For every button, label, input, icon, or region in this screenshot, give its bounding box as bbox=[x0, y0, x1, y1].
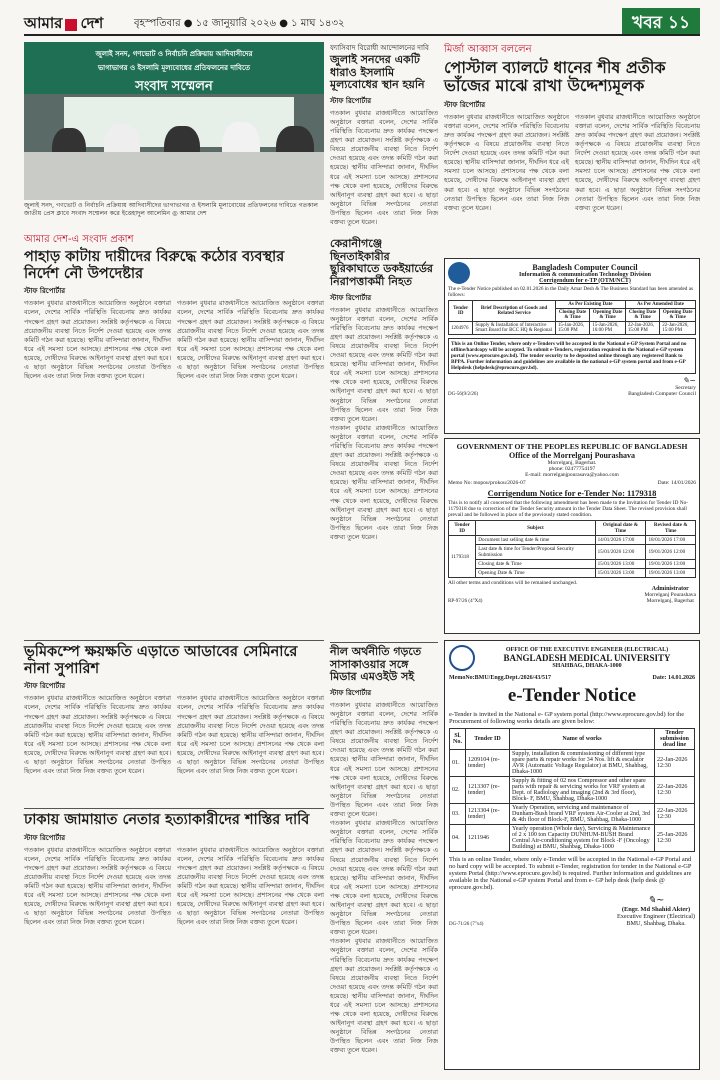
table-row: Opening Date & Time 15/01/2026 13:00 19/01/2026 13:00 bbox=[449, 569, 696, 578]
signature-icon: ✎~ bbox=[647, 895, 665, 906]
photo-banner: জুলাই সনদ, গণভোট ও নির্বাচনি প্রক্রিয়ায় আদিবাসীদের ভাগাভাগর ও ইসলামি মূল্যবোধের প্রতিফলনের দাবিতে সংবাদ সম্মেলন bbox=[24, 42, 324, 94]
story-dhaka: ঢাকায় জামায়াত নেতার হত্যাকারীদের শাস্তির দাবি স্টাফ রিপোর্টার গতকাল বুধবার রাজধানীতে আয়োজিত অনুষ্ঠানে বক্তারা বলেন, দেশের সার্বিক পরিস্থিতি বিবেচনায় দ্রুত কার্যকর পদক্ষেপ গ্রহণ করা প্রয়োজন। সংশ্লিষ্ট কর্তৃপক্ষকে এ বিষয়ে প্রয়োজনীয় ব্যবস্থা নিতে নির্দেশ দেওয়া হয়েছে এবং তদন্ত কমিটি গঠন করা হয়েছে। স্থানীয় বাসিন্দারা জানান, দীর্ঘদিন ধরে এই সমস্যা চলে আসছে। প্রশাসনের পক্ষ থেকে বলা হয়েছে, দোষীদের বিরুদ্ধে আইনানুগ ব্যবস্থা গ্রহণ করা হবে। এ ছাড়া অনুষ্ঠানে বিভিন্ন সংগঠনের নেতারা উপস্থিত ছিলেন এবং তারা নিজ নিজ বক্তব্য তুলে ধরেন। গতকাল বুধবার রাজধানীতে আয়োজিত অনুষ্ঠানে বক্তারা বলেন, দেশের সার্বিক পরিস্থিতি বিবেচনায় দ্রুত কার্যকর পদক্ষেপ গ্রহণ করা প্রয়োজন। সংশ্লিষ্ট কর্তৃপক্ষকে এ বিষয়ে প্রয়োজনীয় ব্যবস্থা নিতে নির্দেশ দেওয়া হয়েছে এবং তদন্ত কমিটি গঠন করা হয়েছে। স্থানীয় বাসিন্দারা জানান, দীর্ঘদিন ধরে এই সমস্যা চলে আসছে। প্রশাসনের পক্ষ থেকে বলা হয়েছে, দোষীদের বিরুদ্ধে আইনানুগ ব্যবস্থা গ্রহণ করা হবে। এ ছাড়া অনুষ্ঠানে বিভিন্ন সংগঠনের নেতারা উপস্থিত ছিলেন এবং তারা নিজ নিজ বক্তব্য তুলে ধরেন। bbox=[24, 808, 324, 1066]
headline: জুলাই সনদের একটি ধারাও ইসলামি মূল্যবোধের স্থান হয়নি bbox=[330, 53, 425, 92]
bmu-table: Sl. No. Tender ID Name of works Tender submission dead line 01. 1209104 (re-tender) Supply, installation & commissioning of different type spare parts & repair works for 34 Nos. lift & escalator AVR (Automatic Voltage Regulator) at BMU, Shahbag, Dhaka-1000 22-Jan-2026 12:30 02. 1213307 (re-tender) Supply & fitting of 02 nos Compressor and other spare parts with repair & servicing works for VRF system at Dept. of Radiology and imaging (2nd & 3rd floor), Block- F, BMU, Shahbag, Dhaka-1000 22-Jan-2026 12:30 03. 1213304 (re-tender) Yearly Operation, servicing and maintenance of Dunham-Bush brand VRF system Air-Cooler at 2nd, 3rd & 4th floor of Block-F, BMU, Shahbag, Dhaka-1000 22-Jan-2026 12:30 04. 1211946 Yearly operation (Whole day), Servicing & Maintenance of 2 x 100 ton Capacity DUNHUM-BUSH Brand Central Air-conditioning system for Block -F (Oncology Building) at BMU, Shahbag, Dhaka-1000 25-Jan-2026 12:30 bbox=[449, 728, 695, 852]
press-conference-photo bbox=[24, 42, 324, 200]
table-row: 03. 1213304 (re-tender) Yearly Operation, servicing and maintenance of Dunham-Bush brand VRF system Air-Cooler at 2nd, 3rd & 4th floor of Block-F, BMU, Shahbag, Dhaka-1000 22-Jan-2026 12:30 bbox=[450, 804, 695, 825]
headline: পোস্টাল ব্যালটে ধানের শীষ প্রতীক ভাঁজের মাঝে রাখা উদ্দেশ্যমূলক bbox=[444, 58, 666, 96]
morrelganj-table: Tender ID Subject Original date & Time Revised date & Time 1179318 Document last selling date & time 14/01/2026 17:00 18/01/2026 17:00 Last date & time for Tender/Proposal Security Submission 15/01/2026 12:00 19/01/2026 12:00 Closing date & Time 15/01/2026 13:00 19/01/2026 13:00 Opening Date & Time 15/01/2026 13:00 19/01/2026 13:00 bbox=[448, 520, 696, 578]
masthead bbox=[24, 10, 700, 36]
story-pahar: আমার দেশ-এ সংবাদ প্রকাশ পাহাড় কাটায় দায়ীদের বিরুদ্ধে কঠোর ব্যবস্থার নির্দেশ নৌ উপদেষ্টার স্টাফ রিপোর্টার গতকাল বুধবার রাজধানীতে আয়োজিত অনুষ্ঠানে বক্তারা বলেন, দেশের সার্বিক পরিস্থিতি বিবেচনায় দ্রুত কার্যকর পদক্ষেপ গ্রহণ করা প্রয়োজন। সংশ্লিষ্ট কর্তৃপক্ষকে এ বিষয়ে প্রয়োজনীয় ব্যবস্থা নিতে নির্দেশ দেওয়া হয়েছে এবং তদন্ত কমিটি গঠন করা হয়েছে। স্থানীয় বাসিন্দারা জানান, দীর্ঘদিন ধরে এই সমস্যা চলে আসছে। প্রশাসনের পক্ষ থেকে বলা হয়েছে, দোষীদের বিরুদ্ধে আইনানুগ ব্যবস্থা গ্রহণ করা হবে। এ ছাড়া অনুষ্ঠানে বিভিন্ন সংগঠনের নেতারা উপস্থিত ছিলেন এবং তারা নিজ নিজ বক্তব্য তুলে ধরেন। গতকাল বুধবার রাজধানীতে আয়োজিত অনুষ্ঠানে বক্তারা বলেন, দেশের সার্বিক পরিস্থিতি বিবেচনায় দ্রুত কার্যকর পদক্ষেপ গ্রহণ করা প্রয়োজন। সংশ্লিষ্ট কর্তৃপক্ষকে এ বিষয়ে প্রয়োজনীয় ব্যবস্থা নিতে নির্দেশ দেওয়া হয়েছে এবং তদন্ত কমিটি গঠন করা হয়েছে। স্থানীয় বাসিন্দারা জানান, দীর্ঘদিন ধরে এই সমস্যা চলে আসছে। প্রশাসনের পক্ষ থেকে বলা হয়েছে, দোষীদের বিরুদ্ধে আইনানুগ ব্যবস্থা গ্রহণ করা হবে। এ ছাড়া অনুষ্ঠানে বিভিন্ন সংগঠনের নেতারা উপস্থিত ছিলেন এবং তারা নিজ নিজ বক্তব্য তুলে ধরেন। bbox=[24, 234, 324, 381]
headline: ঢাকায় জামায়াত নেতার হত্যাকারীদের শাস্তির দাবি bbox=[24, 812, 310, 828]
story-bhumikampo: ভূমিকম্পে ক্ষয়ক্ষতি এড়াতে আডাবের সেমিনারে নানা সুপারিশ স্টাফ রিপোর্টার গতকাল বুধবার রাজধানীতে আয়োজিত অনুষ্ঠানে বক্তারা বলেন, দেশের সার্বিক পরিস্থিতি বিবেচনায় দ্রুত কার্যকর পদক্ষেপ গ্রহণ করা প্রয়োজন। সংশ্লিষ্ট কর্তৃপক্ষকে এ বিষয়ে প্রয়োজনীয় ব্যবস্থা নিতে নির্দেশ দেওয়া হয়েছে এবং তদন্ত কমিটি গঠন করা হয়েছে। স্থানীয় বাসিন্দারা জানান, দীর্ঘদিন ধরে এই সমস্যা চলে আসছে। প্রশাসনের পক্ষ থেকে বলা হয়েছে, দোষীদের বিরুদ্ধে আইনানুগ ব্যবস্থা গ্রহণ করা হবে। এ ছাড়া অনুষ্ঠানে বিভিন্ন সংগঠনের নেতারা উপস্থিত ছিলেন এবং তারা নিজ নিজ বক্তব্য তুলে ধরেন। গতকাল বুধবার রাজধানীতে আয়োজিত অনুষ্ঠানে বক্তারা বলেন, দেশের সার্বিক পরিস্থিতি বিবেচনায় দ্রুত কার্যকর পদক্ষেপ গ্রহণ করা প্রয়োজন। সংশ্লিষ্ট কর্তৃপক্ষকে এ বিষয়ে প্রয়োজনীয় ব্যবস্থা নিতে নির্দেশ দেওয়া হয়েছে এবং তদন্ত কমিটি গঠন করা হয়েছে। স্থানীয় বাসিন্দারা জানান, দীর্ঘদিন ধরে এই সমস্যা চলে আসছে। প্রশাসনের পক্ষ থেকে বলা হয়েছে, দোষীদের বিরুদ্ধে আইনানুগ ব্যবস্থা গ্রহণ করা হবে। এ ছাড়া অনুষ্ঠানে বিভিন্ন সংগঠনের নেতারা উপস্থিত ছিলেন এবং তারা নিজ নিজ বক্তব্য তুলে ধরেন। bbox=[24, 640, 324, 804]
notice-title: e-Tender Notice bbox=[507, 685, 637, 706]
bcc-corrigendum-notice: Bangladesh Computer Council Information & communication Technology Division Corrigendum for e-TP (OTM/NCT) The e-Tender Notice published on 02.01.2026 in the Daily Amar Desh & The Business Standard has been amended as follows: Tender ID Brief Description of Goods and Related Service As Per Existing Date As Per Amended Date Closing Date & Time Opening Date & Time Closing Date & Time Opening Date & Time 1204976 Supply & Installation of Interactive Smart Board for BCC HQ & Regional 15-Jan-2026, 15:00 PM 15-Jan-2026, 16:00 PM 22-Jan-2026, 15:00 PM 22-Jan-2026, 15:00 PM This is an Online Tender, where only e-Tenders will be accepted in the National e-GP System Portal and no offline/hardcopy will be accepted. To submit e-Tenders, registration required in the National e-GP system portal (www.eprocure.gov.bd). The tender security to be deposited online through any registered Bank to BPPA. Further information and guidelines are available in the national e-GP system portal and from e-GP Helpdesk (helpdesk@eprocure.gov.bd). DG-56(9/2/26) ✎~ Secretary Bangladesh Computer Council bbox=[444, 258, 700, 434]
bcc-table: Tender ID Brief Description of Goods and Related Service As Per Existing Date As Per Amended Date Closing Date & Time Opening Date & Time Closing Date & Time Opening Date & Time 1204976 Supply & Installation of Interactive Smart Board for BCC HQ & Regional 15-Jan-2026, 15:00 PM 15-Jan-2026, 16:00 PM 22-Jan-2026, 15:00 PM 22-Jan-2026, 15:00 PM bbox=[448, 300, 696, 335]
table-row: 01. 1209104 (re-tender) Supply, installation & commissioning of different type spare parts & repair works for 34 Nos. lift & escalator AVR (Automatic Voltage Regulator) at BMU, Shahbag, Dhaka-1000 22-Jan-2026 12:30 bbox=[450, 750, 695, 777]
morrelganj-corrigendum-notice: GOVERNMENT OF THE PEOPLES REPUBLIC OF BANGLADESH Office of the Morrelganj Pourashava Morrelganj, Bagerhat. phone: 02477754197 E-mail: morrelganjpourasava@yahoo.com Memo No: mopou/prokou/2026-07 Date: 14/01/2026 Corrigendum Notice for e-Tender No: 1179318 This is to notify all concerned that the following amendment has been made to the Invitation for Tender ID No- 1179318 due to correction of the Tender Security amount in the Tender Data Sheet. The revised provision shall prevail and be followed in place of the previously stated condition. Tender ID Subject Original date & Time Revised date & Time 1179318 Document last selling date & time 14/01/2026 17:00 18/01/2026 17:00 Last date & time for Tender/Proposal Security Submission 15/01/2026 12:00 19/01/2026 12:00 Closing date & Time 15/01/2026 13:00 19/01/2026 13:00 Opening Date & Time 15/01/2026 13:00 19/01/2026 13:00 All other terms and conditions will be remained unchanged. RP-97/26 (4"X4) Administrator Morrelganj Pourashava Morrelganj, Bagerhat bbox=[444, 438, 700, 634]
photo-caption: জুলাই সনদ, গণভোট ও নির্বাচনি প্রক্রিয়ায় আদিবাসীদের ভাগাভাগর ও ইসলামি মূল্যবোধের প্রতিফলনের দাবিতে গতকাল জাতীয় প্রেস ক্লাবে সংবাদ সম্মেলন করে ইত্তেহাদুল আলেমিন ◎ আমার দেশ bbox=[24, 202, 319, 218]
story-mirza: মির্জা আব্বাস বললেন পোস্টাল ব্যালটে ধানের শীষ প্রতীক ভাঁজের মাঝে রাখা উদ্দেশ্যমূলক স্টাফ রিপোর্টার গতকাল বুধবার রাজধানীতে আয়োজিত অনুষ্ঠানে বক্তারা বলেন, দেশের সার্বিক পরিস্থিতি বিবেচনায় দ্রুত কার্যকর পদক্ষেপ গ্রহণ করা প্রয়োজন। সংশ্লিষ্ট কর্তৃপক্ষকে এ বিষয়ে প্রয়োজনীয় ব্যবস্থা নিতে নির্দেশ দেওয়া হয়েছে এবং তদন্ত কমিটি গঠন করা হয়েছে। স্থানীয় বাসিন্দারা জানান, দীর্ঘদিন ধরে এই সমস্যা চলে আসছে। প্রশাসনের পক্ষ থেকে বলা হয়েছে, দোষীদের বিরুদ্ধে আইনানুগ ব্যবস্থা গ্রহণ করা হবে। এ ছাড়া অনুষ্ঠানে বিভিন্ন সংগঠনের নেতারা উপস্থিত ছিলেন এবং তারা নিজ নিজ বক্তব্য তুলে ধরেন। গতকাল বুধবার রাজধানীতে আয়োজিত অনুষ্ঠানে বক্তারা বলেন, দেশের সার্বিক পরিস্থিতি বিবেচনায় দ্রুত কার্যকর পদক্ষেপ গ্রহণ করা প্রয়োজন। সংশ্লিষ্ট কর্তৃপক্ষকে এ বিষয়ে প্রয়োজনীয় ব্যবস্থা নিতে নির্দেশ দেওয়া হয়েছে এবং তদন্ত কমিটি গঠন করা হয়েছে। স্থানীয় বাসিন্দারা জানান, দীর্ঘদিন ধরে এই সমস্যা চলে আসছে। প্রশাসনের পক্ষ থেকে বলা হয়েছে, দোষীদের বিরুদ্ধে আইনানুগ ব্যবস্থা গ্রহণ করা হবে। এ ছাড়া অনুষ্ঠানে বিভিন্ন সংগঠনের নেতারা উপস্থিত ছিলেন এবং তারা নিজ নিজ বক্তব্য তুলে ধরেন। bbox=[444, 44, 700, 212]
story-nil: নীল অর্থনীতি গড়তে সাসাকাওয়ার সঙ্গে মিডার এমওইউ সই স্টাফ রিপোর্টার গতকাল বুধবার রাজধানীতে আয়োজিত অনুষ্ঠানে বক্তারা বলেন, দেশের সার্বিক পরিস্থিতি বিবেচনায় দ্রুত কার্যকর পদক্ষেপ গ্রহণ করা প্রয়োজন। সংশ্লিষ্ট কর্তৃপক্ষকে এ বিষয়ে প্রয়োজনীয় ব্যবস্থা নিতে নির্দেশ দেওয়া হয়েছে এবং তদন্ত কমিটি গঠন করা হয়েছে। স্থানীয় বাসিন্দারা জানান, দীর্ঘদিন ধরে এই সমস্যা চলে আসছে। প্রশাসনের পক্ষ থেকে বলা হয়েছে, দোষীদের বিরুদ্ধে আইনানুগ ব্যবস্থা গ্রহণ করা হবে। এ ছাড়া অনুষ্ঠানে বিভিন্ন সংগঠনের নেতারা উপস্থিত ছিলেন এবং তারা নিজ নিজ বক্তব্য তুলে ধরেন। গতকাল বুধবার রাজধানীতে আয়োজিত অনুষ্ঠানে বক্তারা বলেন, দেশের সার্বিক পরিস্থিতি বিবেচনায় দ্রুত কার্যকর পদক্ষেপ গ্রহণ করা প্রয়োজন। সংশ্লিষ্ট কর্তৃপক্ষকে এ বিষয়ে প্রয়োজনীয় ব্যবস্থা নিতে নির্দেশ দেওয়া হয়েছে এবং তদন্ত কমিটি গঠন করা হয়েছে। স্থানীয় বাসিন্দারা জানান, দীর্ঘদিন ধরে এই সমস্যা চলে আসছে। প্রশাসনের পক্ষ থেকে বলা হয়েছে, দোষীদের বিরুদ্ধে আইনানুগ ব্যবস্থা গ্রহণ করা হবে। এ ছাড়া অনুষ্ঠানে বিভিন্ন সংগঠনের নেতারা উপস্থিত ছিলেন এবং তারা নিজ নিজ বক্তব্য তুলে ধরেন। গতকাল বুধবার রাজধানীতে আয়োজিত অনুষ্ঠানে বক্তারা বলেন, দেশের সার্বিক পরিস্থিতি বিবেচনায় দ্রুত কার্যকর পদক্ষেপ গ্রহণ করা প্রয়োজন। সংশ্লিষ্ট কর্তৃপক্ষকে এ বিষয়ে প্রয়োজনীয় ব্যবস্থা নিতে নির্দেশ দেওয়া হয়েছে এবং তদন্ত কমিটি গঠন করা হয়েছে। স্থানীয় বাসিন্দারা জানান, দীর্ঘদিন ধরে এই সমস্যা চলে আসছে। প্রশাসনের পক্ষ থেকে বলা হয়েছে, দোষীদের বিরুদ্ধে আইনানুগ ব্যবস্থা গ্রহণ করা হবে। এ ছাড়া অনুষ্ঠানে বিভিন্ন সংগঠনের নেতারা উপস্থিত ছিলেন এবং তারা নিজ নিজ বক্তব্য তুলে ধরেন। bbox=[330, 642, 438, 1062]
bmu-logo-icon bbox=[449, 645, 475, 671]
table-row: 02. 1213307 (re-tender) Supply & fitting of 02 nos Compressor and other spare parts with repair & servicing works for VRF system at Dept. of Radiology and imaging (2nd & 3rd floor), Block- F, BMU, Shahbag, Dhaka-1000 22-Jan-2026 12:30 bbox=[450, 777, 695, 804]
table-row: 1179318 Document last selling date & time 14/01/2026 17:00 18/01/2026 17:00 bbox=[449, 536, 696, 545]
headline: নীল অর্থনীতি গড়তে সাসাকাওয়ার সঙ্গে মিডার এমওইউ সই bbox=[330, 645, 422, 684]
bcc-logo-icon bbox=[448, 262, 470, 284]
headline: কেরানীগঞ্জে ছিনতাইকারীর ছুরিকাঘাতে ডকইয়ার্ডের নিরাপত্তাকর্মী নিহত bbox=[330, 237, 433, 288]
newspaper-logo: আমার দেশ bbox=[24, 14, 104, 32]
dateline: বৃহস্পতিবার ● ১৫ জানুয়ারি ২০২৬ ● ১ মাঘ ১৪৩২ bbox=[134, 18, 345, 29]
headline: ভূমিকম্পে ক্ষয়ক্ষতি এড়াতে আডাবের সেমিনারে নানা সুপারিশ bbox=[24, 644, 298, 677]
table-row: Closing date & Time 15/01/2026 13:00 19/01/2026 13:00 bbox=[449, 560, 696, 569]
photo-table bbox=[24, 152, 324, 200]
table-row: 1204976 Supply & Installation of Interactive Smart Board for BCC HQ & Regional 15-Jan-2026, 15:00 PM 15-Jan-2026, 16:00 PM 22-Jan-2026, 15:00 PM 22-Jan-2026, 15:00 PM bbox=[449, 322, 696, 335]
photo-banner-title: সংবাদ সম্মেলন bbox=[135, 79, 213, 94]
notice-title: Corrigendum Notice for e-Tender No: 1179318 bbox=[487, 488, 657, 498]
story-keranigonj: কেরানীগঞ্জে ছিনতাইকারীর ছুরিকাঘাতে ডকইয়ার্ডের নিরাপত্তাকর্মী নিহত স্টাফ রিপোর্টার গতকাল বুধবার রাজধানীতে আয়োজিত অনুষ্ঠানে বক্তারা বলেন, দেশের সার্বিক পরিস্থিতি বিবেচনায় দ্রুত কার্যকর পদক্ষেপ গ্রহণ করা প্রয়োজন। সংশ্লিষ্ট কর্তৃপক্ষকে এ বিষয়ে প্রয়োজনীয় ব্যবস্থা নিতে নির্দেশ দেওয়া হয়েছে এবং তদন্ত কমিটি গঠন করা হয়েছে। স্থানীয় বাসিন্দারা জানান, দীর্ঘদিন ধরে এই সমস্যা চলে আসছে। প্রশাসনের পক্ষ থেকে বলা হয়েছে, দোষীদের বিরুদ্ধে আইনানুগ ব্যবস্থা গ্রহণ করা হবে। এ ছাড়া অনুষ্ঠানে বিভিন্ন সংগঠনের নেতারা উপস্থিত ছিলেন এবং তারা নিজ নিজ বক্তব্য তুলে ধরেন। গতকাল বুধবার রাজধানীতে আয়োজিত অনুষ্ঠানে বক্তারা বলেন, দেশের সার্বিক পরিস্থিতি বিবেচনায় দ্রুত কার্যকর পদক্ষেপ গ্রহণ করা প্রয়োজন। সংশ্লিষ্ট কর্তৃপক্ষকে এ বিষয়ে প্রয়োজনীয় ব্যবস্থা নিতে নির্দেশ দেওয়া হয়েছে এবং তদন্ত কমিটি গঠন করা হয়েছে। স্থানীয় বাসিন্দারা জানান, দীর্ঘদিন ধরে এই সমস্যা চলে আসছে। প্রশাসনের পক্ষ থেকে বলা হয়েছে, দোষীদের বিরুদ্ধে আইনানুগ ব্যবস্থা গ্রহণ করা হবে। এ ছাড়া অনুষ্ঠানে বিভিন্ন সংগঠনের নেতারা উপস্থিত ছিলেন এবং তারা নিজ নিজ বক্তব্য তুলে ধরেন। bbox=[330, 237, 438, 541]
headline: পাহাড় কাটায় দায়ীদের বিরুদ্ধে কঠোর ব্যবস্থার নির্দেশ নৌ উপদেষ্টার bbox=[24, 249, 285, 282]
table-row: Last date & time for Tender/Proposal Security Submission 15/01/2026 12:00 19/01/2026 12:00 bbox=[449, 545, 696, 560]
signature-icon: ✎~ bbox=[682, 376, 696, 385]
page-number-badge: খবর ১১ bbox=[622, 8, 700, 34]
story-july: ফ্যাসিবাদ বিরোধী আন্দোলনের দাবি জুলাই সনদের একটি ধারাও ইসলামি মূল্যবোধের স্থান হয়নি স্টাফ রিপোর্টার গতকাল বুধবার রাজধানীতে আয়োজিত অনুষ্ঠানে বক্তারা বলেন, দেশের সার্বিক পরিস্থিতি বিবেচনায় দ্রুত কার্যকর পদক্ষেপ গ্রহণ করা প্রয়োজন। সংশ্লিষ্ট কর্তৃপক্ষকে এ বিষয়ে প্রয়োজনীয় ব্যবস্থা নিতে নির্দেশ দেওয়া হয়েছে এবং তদন্ত কমিটি গঠন করা হয়েছে। স্থানীয় বাসিন্দারা জানান, দীর্ঘদিন ধরে এই সমস্যা চলে আসছে। প্রশাসনের পক্ষ থেকে বলা হয়েছে, দোষীদের বিরুদ্ধে আইনানুগ ব্যবস্থা গ্রহণ করা হবে। এ ছাড়া অনুষ্ঠানে বিভিন্ন সংগঠনের নেতারা উপস্থিত ছিলেন এবং তারা নিজ নিজ বক্তব্য তুলে ধরেন। bbox=[330, 44, 438, 227]
table-row: 04. 1211946 Yearly operation (Whole day), Servicing & Maintenance of 2 x 100 ton Capacity DUNHUM-BUSH Brand Central Air-conditioning system for Block -F (Oncology Building) at BMU, Shahbag, Dhaka-1000 25-Jan-2026 12:30 bbox=[450, 825, 695, 852]
bmu-etender-notice: OFFICE OF THE EXECUTIVE ENGINEER (ELECTRICAL) BANGLADESH MEDICAL UNIVERSITY SHAHBAG, DHAKA-1000 MemoNo:BMU/Engg.Dept./2026/43/517 Date: 14.01.2026 e-Tender Notice e-Tender is invited in the National e- GP system portal (http://www.eprocure.gov.bd) for the Procurement of following works details are given below: Sl. No. Tender ID Name of works Tender submission dead line 01. 1209104 (re-tender) Supply, installation & commissioning of different type spare parts & repair works for 34 Nos. lift & escalator AVR (Automatic Voltage Regulator) at BMU, Shahbag, Dhaka-1000 22-Jan-2026 12:30 02. 1213307 (re-tender) Supply & fitting of 02 nos Compressor and other spare parts with repair & servicing works for VRF system at Dept. of Radiology and imaging (2nd & 3rd floor), Block- F, BMU, Shahbag, Dhaka-1000 22-Jan-2026 12:30 03. 1213304 (re-tender) Yearly Operation, servicing and maintenance of Dunham-Bush brand VRF system Air-Cooler at 2nd, 3rd & 4th floor of Block-F, BMU, Shahbag, Dhaka-1000 22-Jan-2026 12:30 04. 1211946 Yearly operation (Whole day), Servicing & Maintenance of 2 x 100 ton Capacity DUNHUM-BUSH Brand Central Air-conditioning system for Block -F (Oncology Building) at BMU, Shahbag, Dhaka-1000 25-Jan-2026 12:30 This is an online Tender, where only e-Tender will be accepted in the National e-GP Portal and no hard copy will be accepted. To submit e-Tender, registration for tender in the National e-GP system Portal (http://www.eprocure.gov.bd) is required. Further information and guidelines are available in the National e-GP system Portal and from e- GP help desk (help desk @ eprocure.gov.bd). DG-71/26 (7"x4) ✎~ (Engr. Md Shahid Akter) Executive Engineer (Electrical) BMU, Shahbag, Dhaka. bbox=[444, 640, 700, 1070]
logo-square-icon bbox=[65, 19, 77, 31]
